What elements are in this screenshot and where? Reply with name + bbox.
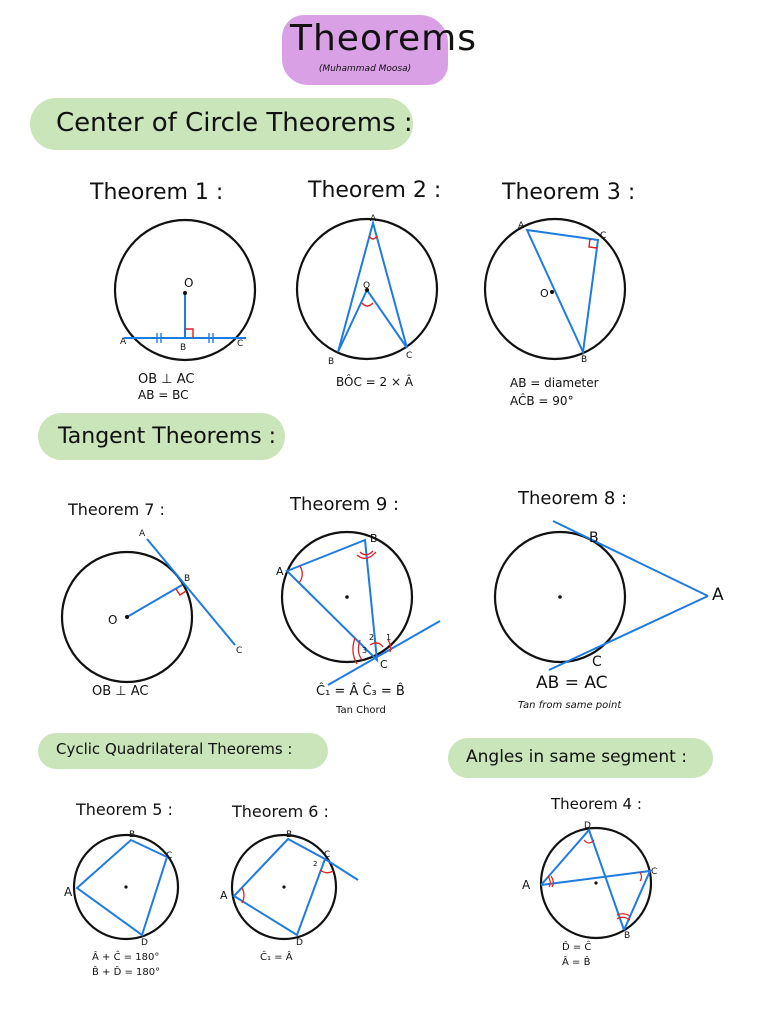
section-center-title: Center of Circle Theorems : (56, 108, 413, 138)
theorem-8-label-c: C (592, 654, 602, 670)
theorem-8-diagram (495, 521, 724, 670)
theorem-8-label-b: B (589, 530, 599, 546)
theorem-5-label-c: C (166, 851, 173, 861)
theorem-2-diagram (297, 214, 437, 367)
theorem-5-diagram (64, 830, 178, 948)
theorem-3-label-c: C (600, 231, 607, 241)
theorem-5-label-a: A (64, 885, 73, 899)
theorem-7-radius (127, 585, 182, 617)
theorem-4-note-2: Â = B̂ (562, 957, 591, 968)
theorem-1-heading: Theorem 1 : (90, 180, 224, 205)
theorem-9-center (345, 595, 349, 599)
theorem-5-center (124, 885, 127, 888)
theorem-8-heading: Theorem 8 : (518, 488, 628, 509)
theorem-5-heading: Theorem 5 : (76, 800, 173, 819)
theorem-4-label-d: D (584, 821, 591, 831)
theorem-3-note-1: AB = diameter (510, 376, 599, 390)
theorem-2-central-angle (338, 290, 407, 352)
theorem-6-label-c: C (324, 850, 331, 860)
theorem-5-label-b: B (129, 830, 136, 840)
theorem-6-label-d: D (296, 938, 303, 948)
theorem-8-note-1: AB = AC (536, 673, 608, 693)
theorem-8-center (558, 595, 562, 599)
theorem-4-heading: Theorem 4 : (551, 795, 642, 813)
theorem-1-label-c: C (237, 339, 244, 349)
theorem-6-heading: Theorem 6 : (232, 802, 329, 821)
theorem-8-tangent-upper (553, 521, 708, 596)
theorem-6-quadrilateral (234, 839, 325, 935)
theorem-9-label-3: 3 (362, 646, 368, 655)
theorem-2-angle-mark-o (362, 303, 373, 306)
section-segment-title: Angles in same segment : (466, 747, 687, 767)
theorem-5-quadrilateral (77, 840, 167, 935)
theorem-4-center (594, 881, 597, 884)
theorem-9-note-2: Tan Chord (336, 705, 386, 716)
theorem-3-diagram (485, 219, 625, 365)
theorem-4-angle-marks (548, 840, 642, 920)
theorem-4-note-1: D̂ = Ĉ (562, 942, 592, 953)
theorem-8-label-a: A (712, 585, 724, 605)
theorem-9-note-1: Ĉ₁ = Â Ĉ₃ = B̂ (316, 684, 405, 699)
theorem-8-note-2: Tan from same point (518, 700, 622, 711)
theorem-9-diagram (276, 532, 440, 685)
theorem-7-label-o: O (108, 613, 118, 627)
theorem-6-label-2: 2 (313, 860, 318, 868)
theorem-7-label-c: C (236, 646, 243, 656)
theorem-3-label-b: B (581, 355, 588, 365)
theorem-1-note-2: AB = BC (138, 388, 189, 402)
theorem-4-diagram (522, 821, 657, 941)
theorem-5-note-2: B̂ + D̂ = 180° (92, 967, 161, 978)
theorem-1-label-o: O (184, 276, 194, 290)
theorem-6-extension (325, 859, 358, 880)
theorem-3-triangle (527, 230, 598, 352)
theorem-6-label-b: B (286, 830, 293, 840)
theorem-6-center (282, 885, 285, 888)
theorem-9-label-c: C (380, 658, 388, 671)
theorem-2-label-a: A (370, 214, 377, 224)
theorem-1-diagram (115, 220, 255, 360)
theorem-1-note-1: OB ⊥ AC (138, 372, 195, 387)
theorem-7-diagram (62, 529, 242, 682)
theorem-9-label-1: 1 (386, 633, 392, 642)
theorem-2-note-1: BÔC = 2 × Â (336, 375, 414, 389)
author: (Muhammad Moosa) (318, 64, 412, 74)
theorem-2-label-o: O (363, 281, 371, 291)
theorem-7-right-angle (176, 589, 186, 595)
theorem-7-center (125, 615, 129, 619)
theorem-7-label-a: A (139, 529, 146, 539)
theorem-2-label-b: B (328, 357, 335, 367)
theorem-5-note-1: Â + Ĉ = 180° (92, 952, 160, 963)
theorem-8-tangent-lower (549, 596, 708, 670)
theorem-3-label-a: A (518, 221, 525, 231)
theorem-3-label-o: O (540, 287, 549, 300)
theorem-9-label-b: B (370, 532, 378, 545)
theorem-7-heading: Theorem 7 : (68, 500, 165, 519)
theorem-1-center (183, 291, 187, 295)
theorem-9-angle-marks (299, 551, 391, 664)
section-cyclic-title: Cyclic Quadrilateral Theorems : (56, 740, 293, 758)
theorem-6-note-1: Ĉ₁ = Â (260, 952, 293, 963)
page-title: Theorems (290, 18, 477, 59)
theorem-2-heading: Theorem 2 : (308, 178, 442, 203)
theorem-7-label-b: B (184, 574, 191, 584)
theorem-2-label-c: C (406, 351, 413, 361)
theorem-1-right-angle (185, 329, 193, 338)
theorem-9-tangent (328, 621, 440, 685)
theorem-3-center (550, 290, 554, 294)
theorem-9-label-a: A (276, 565, 284, 578)
theorem-9-label-2: 2 (369, 633, 375, 642)
theorem-3-heading: Theorem 3 : (502, 180, 636, 205)
theorem-3-note-2: AĈB = 90° (510, 394, 574, 408)
theorem-7-note-1: OB ⊥ AC (92, 684, 149, 699)
theorem-6-diagram (220, 830, 358, 948)
theorem-4-label-b: B (624, 931, 631, 941)
section-tangent-title: Tangent Theorems : (58, 424, 277, 449)
theorem-1-label-a: A (120, 337, 127, 347)
theorem-9-heading: Theorem 9 : (290, 494, 400, 515)
theorem-1-label-b: B (180, 343, 187, 353)
theorem-5-label-d: D (141, 938, 148, 948)
theorem-6-label-a: A (220, 889, 228, 902)
theorem-4-label-c: C (651, 867, 658, 877)
theorem-4-label-a: A (522, 878, 531, 892)
